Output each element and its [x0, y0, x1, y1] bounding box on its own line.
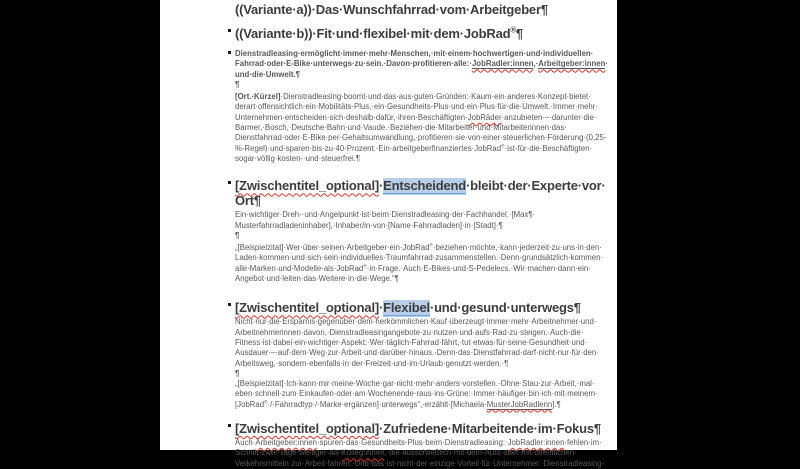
text-run: JobRäder: [467, 112, 502, 122]
heading-experte[interactable]: [235, 178, 609, 208]
keep-with-next-marker-icon: [228, 303, 231, 306]
text-run: JobRadler:innen: [507, 438, 565, 448]
text-run: ·​beziehen·​möchte,·​kann·​jederzeit·​zu·​uns·​in·​den·​Laden·​kommen·​und·​sich·​sein·​individuelles·​Traumfahrrad·​zusammenstellen.·​Denn·​grundsätzlich·​kommen·​alle·​Marken·​und·​Modelle·​als·​JobRad: [235, 243, 604, 273]
text-run: ·​in·​Frage.·​Auch·​E-Bikes·​und·​S-Pedelecs.·​Wir·​machen·​dann·​ein·​Angebot·​und·​leiten·​das·​Weitere·​in·​die·​Wege.“¶: [235, 263, 591, 284]
text-run: ®: [429, 242, 433, 248]
text-run: [Zwischentitel_optional]: [235, 421, 379, 437]
text-run: ·​: [378, 300, 384, 316]
text-run: [Zwischentitel_optional]: [235, 178, 379, 194]
quote-paragraph-haendler[interactable]: [235, 243, 609, 284]
text-run: JobRadler:innen: [471, 59, 534, 69]
text-run: Auch·​: [235, 438, 256, 448]
keep-with-next-marker-icon: [228, 424, 231, 427]
keep-with-next-marker-icon: [228, 29, 231, 32]
text-run: Flexibel: [383, 300, 430, 316]
text-run: ®: [501, 143, 505, 149]
text-run: ·​ist·​für·​die·​Beschäftigten·​sogar·​völlig·​kosten-·​und·​steuerfrei.¶: [235, 143, 593, 163]
text-run: Arbeitgeber:innen: [255, 438, 317, 448]
body-paragraph-fachhandel[interactable]: [235, 210, 609, 231]
text-run: ((Variante·​a))·​Das·​Wunschfahrrad·​vom·​Arbeitgeber¶: [235, 2, 548, 17]
text-run: [Zwischentitel_optional]: [235, 300, 379, 316]
text-run: ].¶: [552, 399, 561, 409]
intro-paragraph[interactable]: [235, 49, 609, 80]
text-run: ®: [264, 399, 268, 405]
text-run: ®: [363, 263, 367, 269]
keep-with-next-marker-icon: [228, 181, 231, 184]
text-run: ·​bleibt·​der·​Experte·​vor·​Ort¶: [235, 178, 606, 209]
heading-flexibel[interactable]: [235, 300, 609, 315]
body-paragraph-gesundheitsplus[interactable]: [235, 438, 609, 469]
text-run: „[Beispielzitat]·​Ich·​kann·​mir·​meine·​Woche·​gar·​nicht·​mehr·​anders·​vorstellen.·​Ohne·​Stau·​zur·​Arbeit,·​mal·​eben·​schnell·​zum·​Einkaufen·​oder·​am·​Wochenende·​raus·​ins·​Grüne:·​Immer·​häufiger·​bin·​ich·​mit·​meinem·​[JobRad: [235, 379, 598, 409]
text-run: ((Variante·​b))·​Fit·​und·​flexibel·​mit·​dem·​JobRad: [235, 26, 511, 41]
text-run: Nicht·​nur·​die·​Ersparnis·​gegenüber·​dem·​herkömmlichen·​Kauf·​überzeugt·​immer·​mehr·​Arbeitnehmer·​und·​Arbeitnehmerinnen·​davon,·​Dienstradleasingangebote·​zu·​nutzen·​und·​aufs·​Rad·​zu·​steigen.·​Auch·​die·​Fitness·​ist·​dabei·​ein·​wichtiger·​Aspekt:·​Wer·​täglich·​Fahrrad·​fährt,·​tut·​etwas·​für·​seine·​Gesundheit·​und·​Ausdauer·​–·​auf·​dem·​Weg·​zur·​Arbeit·​und·​darüber·​hinaus.·​Denn·​das·​Dienstfahrrad·​darf·​nicht·​nur·​für·​den·​Arbeitsweg,·​sondern·​ebenfalls·​in·​der·​Freizeit·​und·​im·​Urlaub·​genutzt·​werden.·​¶: [235, 317, 599, 368]
document-page[interactable]: [160, 0, 617, 468]
body-paragraph-ersparnis[interactable]: [235, 317, 609, 368]
empty-paragraph[interactable]: [235, 80, 609, 90]
text-run: ·​anzubieten·​–·​darunter·​die·​Barmer,·​Bosch,·​Deutsche·​Bahn·​und·​Vaude.·​Beziehen·​die·​Mitarbeiter·​und·​Mitarbeiterinnen·​das·​Dienstfahrrad·​oder·​E-Bike·​per·​Gehaltsumwandlung,·​profitieren·​sie·​von·​einer·​steuerlichen·​Förderung·​(0,25-%-Regel)·​und·​sparen·​bis·​zu·​40·​Prozent.·​Ein·​arbeitgeberfinanziertes·​JobRad: [235, 112, 607, 153]
quote-paragraph-jobradlerin[interactable]: [235, 379, 609, 410]
text-run: ¶: [515, 26, 523, 41]
text-run: Ein·​wichtiger·​Dreh-·​und·​Angelpunkt·​ist·​beim·​Dienstradleasing·​der·​Fachhandel.·​[Max¶·​Musterfahrradladeninhaber],·​Inhaber/in·​von·​[Name·​Fahrradladen]·​in·​[Stadt]·​¶: [235, 210, 536, 230]
text-run: ·​Zufriedene·​Mitarbeitende·​im·​Fokus¶: [378, 421, 601, 437]
text-run: MusterJobRadlerin: [486, 399, 553, 409]
text-run: ·​fehlen·​im·​Schnitt·​zwei·​Tage·​weniger·​als·​: [235, 438, 602, 458]
body-paragraph-ort[interactable]: [235, 92, 609, 164]
text-run: „[Beispielzitat]·​Wer·​über·​seinen·​Arbeitgeber·​ein·​JobRad: [235, 243, 430, 253]
text-run: ·​: [378, 178, 384, 194]
text-run: ®: [510, 25, 516, 35]
text-run: Kolleg:innen: [341, 448, 385, 458]
text-run: Entscheidend: [383, 178, 466, 194]
text-run: ·​/·​Fahrradtyp·​/·​Marke·​ergänzen]·​unterwegs“,·​erzählt·​[Michaela·​: [267, 399, 487, 409]
text-run: [Ort.·​Kürzel]: [235, 92, 281, 102]
text-run: ¶: [235, 79, 240, 89]
text-run: ¶: [235, 230, 240, 240]
heading-variante-a[interactable]: [235, 2, 609, 17]
text-run: ·​spüren·​das·​Gesundheits-Plus·​beim·​Dienstradleasing:·​: [316, 438, 508, 448]
heading-variante-b[interactable]: [235, 26, 609, 41]
empty-paragraph[interactable]: [235, 231, 609, 241]
empty-paragraph[interactable]: [235, 369, 609, 379]
text-run: Arbeitgeber:innen: [538, 59, 606, 69]
text-run: ·​und·​die·​Umwelt.¶: [235, 59, 609, 79]
keep-with-next-marker-icon: [228, 51, 231, 54]
text-run: ·​Dienstradleasing·​boomt·​und·​das·​aus·​guten·​Gründen:·​Kaum·​ein·​anderes·​Konzept·​bietet·​derart·​offensichtlich·​ein·​Mobilitäts-Plus,·​ein·​Gesundheits-Plus·​und·​ein·​Plus·​für·​die·​Umwelt.·​Immer·​mehr·​Unternehmen·​entscheiden·​sich·​deshalb·​dafür,·​ihren·​Beschäftigten·​: [235, 92, 598, 122]
document-content[interactable]: [235, 2, 609, 469]
text-run: Dienstradleasing·​ermöglicht·​immer·​mehr·​Menschen,·​mit·​einem·​hochwertigen·​und·​individuellen·​Fahrrad·​oder·​E-Bike·​unterwegs·​zu·​sein.·​Davon·​profitieren·​alle:·​: [235, 49, 594, 69]
text-run: ,·​: [533, 59, 539, 69]
text-run: ,·​die·​ausschließlich·​mit·​dem·​Auto·​oder·​mit·​öffentlichen·​Verkehrsmitteln·​zur·​Arbeit·​fahren.·​Und·​das·​ist·​nicht·​der·​einzige·​Vorteil·​für·​Unternehmer:·​Dienstradleasing-: [235, 448, 605, 468]
heading-mitarbeitende[interactable]: [235, 421, 609, 436]
text-run: ¶: [235, 368, 240, 378]
text-run: ·​und·​gesund·​unterwegs¶: [429, 300, 581, 316]
